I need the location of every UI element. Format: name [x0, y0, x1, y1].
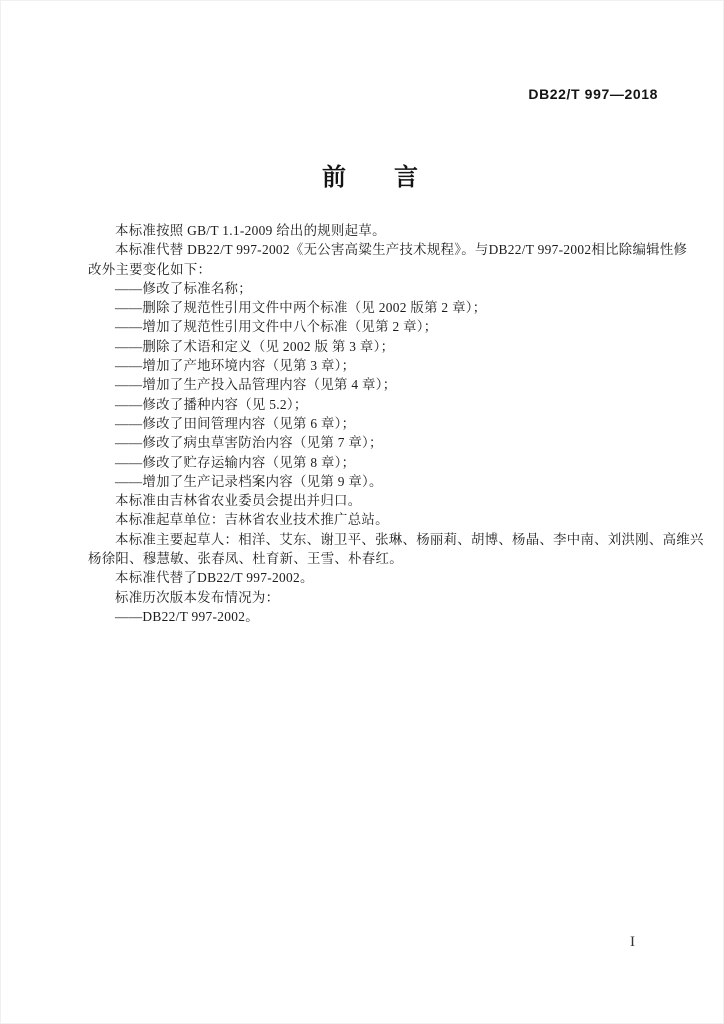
body-line: 本标准起草单位：吉林省农业技术推广总站。 — [115, 512, 389, 528]
body-line: 本标准代替了DB22/T 997-2002。 — [115, 570, 314, 586]
body-line: ——增加了生产投入品管理内容（见第 4 章）； — [115, 377, 397, 393]
body-line: 本标准主要起草人：相洋、艾东、谢卫平、张琳、杨丽莉、胡博、杨晶、李中南、刘洪刚、高维兴 — [115, 531, 704, 547]
body-line: ——增加了生产记录档案内容（见第 9 章）。 — [115, 473, 383, 489]
body-line: ——增加了规范性引用文件中八个标准（见第 2 章）； — [115, 319, 438, 335]
body-line: ——DB22/T 997-2002。 — [115, 608, 259, 624]
body-line: 杨徐阳、穆慧敏、张春凤、杜育新、王雪、朴春红。 — [88, 551, 403, 567]
body-line: ——增加了产地环境内容（见第 3 章）； — [115, 358, 356, 374]
page-number: I — [630, 934, 635, 950]
body-line: ——修改了病虫草害防治内容（见第 7 章）； — [115, 435, 383, 451]
body-line: 本标准由吉林省农业委员会提出并归口。 — [115, 493, 362, 509]
body-line: 本标准代替 DB22/T 997-2002《无公害高粱生产技术规程》。与DB22/T 997-2002相比除编辑性修 — [115, 242, 688, 258]
body-line: ——修改了播种内容（见 5.2）； — [115, 396, 308, 412]
body-line: ——修改了标准名称； — [115, 280, 252, 296]
body-line: ——删除了规范性引用文件中两个标准（见 2002 版第 2 章）； — [115, 300, 487, 316]
body-line: 标准历次版本发布情况为： — [115, 589, 280, 605]
body-line: ——修改了田间管理内容（见第 6 章）； — [115, 415, 356, 431]
standard-number: DB22/T 997—2018 — [528, 86, 658, 102]
page-title: 前 言 — [322, 164, 418, 191]
body-line: ——修改了贮存运输内容（见第 8 章）； — [115, 454, 356, 470]
body-line: ——删除了术语和定义（见 2002 版 第 3 章）； — [115, 338, 395, 354]
body-line: 本标准按照 GB/T 1.1-2009 给出的规则起草。 — [115, 223, 386, 238]
foreword-body — [88, 221, 704, 626]
body-line: 改外主要变化如下： — [88, 261, 212, 277]
